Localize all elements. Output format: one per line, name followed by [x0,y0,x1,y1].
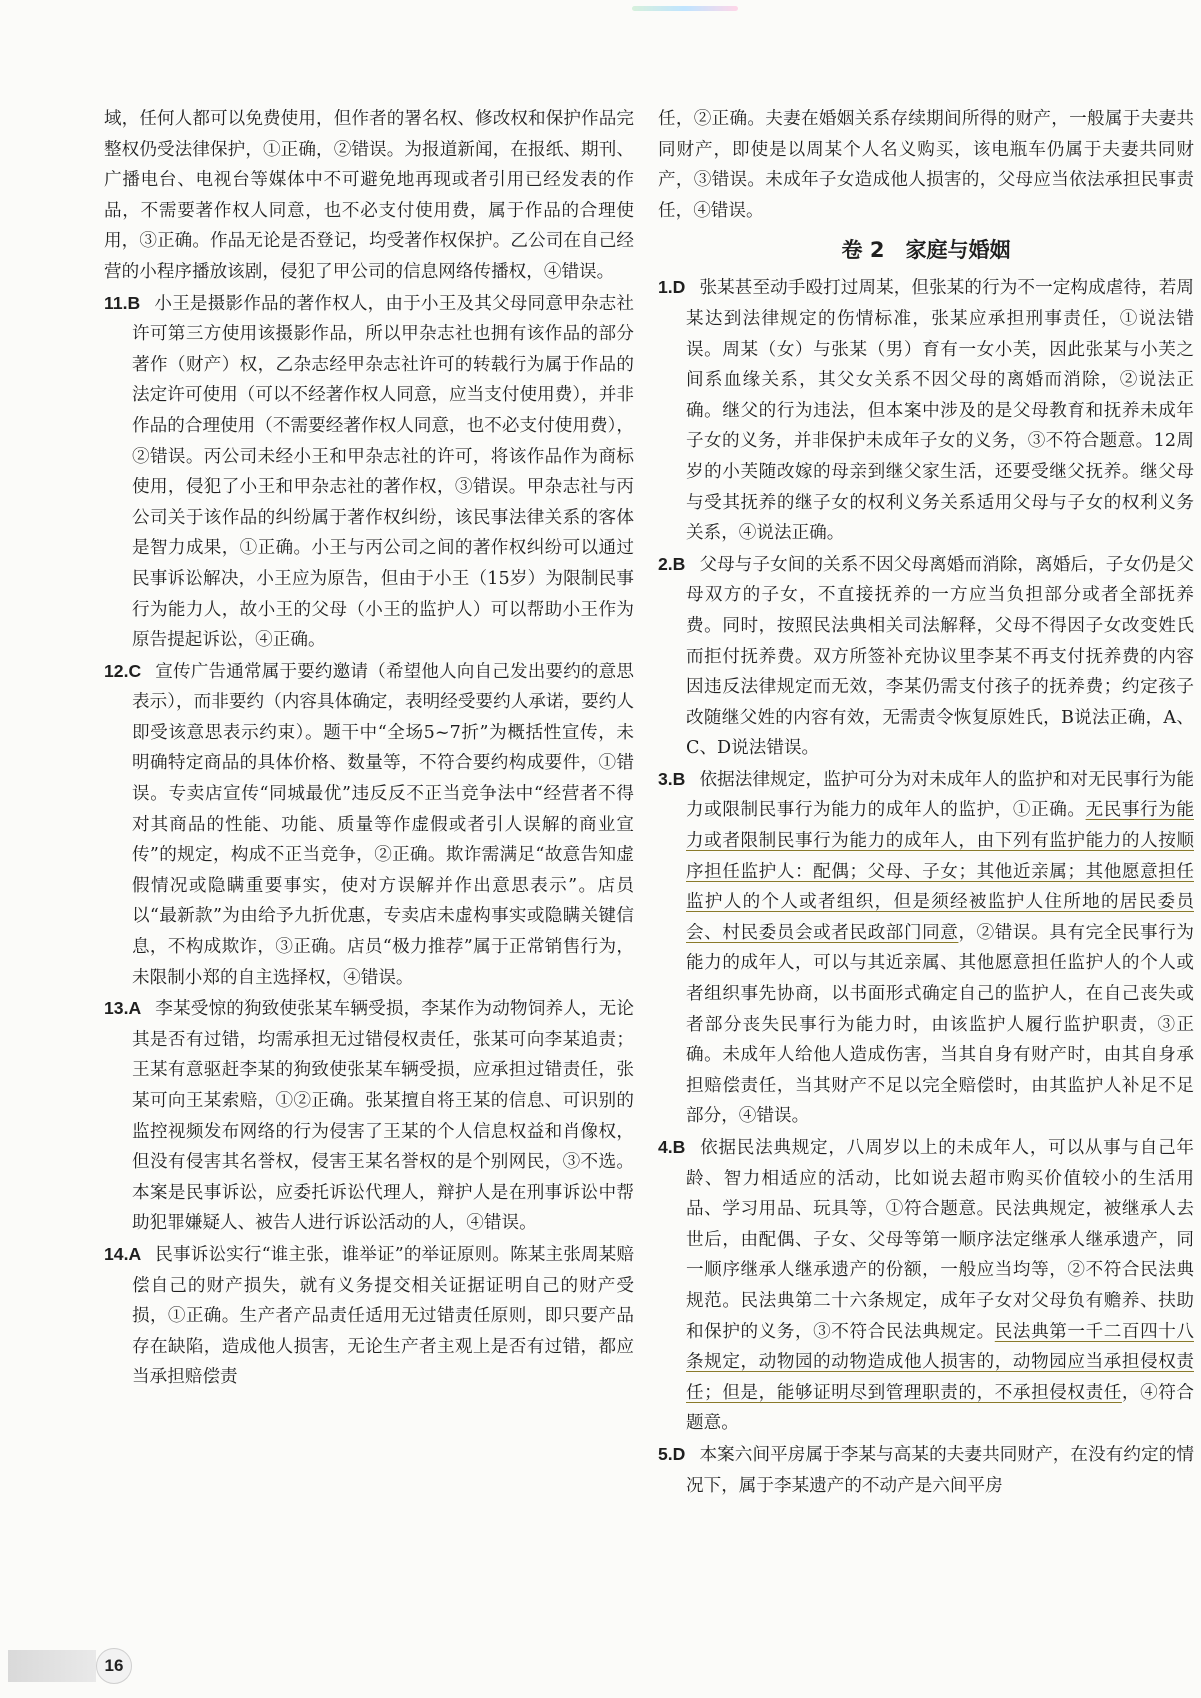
answer-number: 1.D [658,277,686,298]
page-number: 16 [96,1648,132,1684]
top-color-strip [632,6,738,11]
answer-number: 2.B [658,553,686,574]
answer-explanation: 父母与子女间的关系不因父母离婚而消除，离婚后，子女仍是父母双方的子女，不直接抚养的一方应当负担部分或者全部抚养费。同时，按照民法典相关司法解释，父母不得因子女改变姓氏而拒付抚养费。双方所签补充协议里李某不再支付抚养费的内容因违反法律规定而无效，李某仍需支付孩子的抚养费；约定孩子改随继父姓的内容有效，无需责令恢复原姓氏，B说法正确，A、C、D说法错误。 [686,554,1194,759]
answer-number: 14.A [104,1243,142,1264]
footer-gray-bar [8,1650,96,1682]
answer-item-2 [658,549,1194,764]
continuation-paragraph: 任，②正确。夫妻在婚姻关系存续期间所得的财产，一般属于夫妻共同财产，即使是以周某个人名义购买，该电瓶车仍属于夫妻共同财产，③错误。未成年子女造成他人损害的，父母应当依法承担民事责任，④错误。 [658,109,1194,221]
answer-item-14 [104,1239,634,1393]
answer-item-3 [658,764,1194,1132]
answer-item-12 [104,656,634,994]
answer-explanation: 依据法律规定，监护可分为对未成年人的监护和对无民事行为能力或限制民事行为能力的成年人的监护，①正确。 [686,769,1194,821]
answer-number: 5.D [658,1443,686,1464]
answer-item-13 [104,993,634,1239]
answer-explanation: 依据民法典规定，八周岁以上的未成年人，可以从事与自己年龄、智力相适应的活动，比如说去超市购买价值较小的生活用品、学习用品、玩具等，①符合题意。民法典规定，被继承人去世后，由配偶、子女、父母等第一顺序法定继承人继承遗产，同一顺序继承人继承遗产的份额，一般应当均等，②不符合民法典规范。民法典第二十六条规定，成年子女对父母负有赡养、扶助和保护的义务，③不符合民法典规定。 [686,1138,1194,1342]
answer-item-11 [104,288,634,656]
answer-explanation: 李某受惊的狗致使张某车辆受损，李某作为动物饲养人，无论其是否有过错，均需承担无过错侵权责任，张某可向李某追责；王某有意驱赶李某的狗致使张某车辆受损，应承担过错责任，张某可向王某索赔，①②正确。张某擅自将王某的信息、可识别的监控视频发布网络的行为侵害了王某的个人信息权益和肖像权，但没有侵害其名誉权，侵害王某名誉权的是个别网民，③不选。本案是民事诉讼，应委托诉讼代理人，辩护人是在刑事诉讼中帮助犯罪嫌疑人、被告人进行诉讼活动的人，④错误。 [132,999,634,1234]
right-column [658,104,1194,1609]
answer-explanation-continued: ，④符合题意。 [686,1382,1194,1434]
answer-explanation: 张某甚至动手殴打过周某，但张某的行为不一定构成虐待，若周某达到法律规定的伤情标准，张某应承担刑事责任，①说法错误。周某（女）与张某（男）育有一女小芙，因此张某与小芙之间系血缘关系，其父女关系不因父母的离婚而消除，②说法正确。继父的行为违法，但本案中涉及的是父母教育和抚养未成年子女的义务，并非保护未成年子女的义务，③不符合题意。12周岁的小芙随改嫁的母亲到继父家生活，还要受继父抚养。继父母与受其抚养的继子女的权利义务关系适用父母与子女的权利义务关系，④说法正确。 [686,278,1194,544]
answer-number: 4.B [658,1137,686,1157]
answer-number: 12.C [104,660,142,681]
answer-explanation: 宣传广告通常属于要约邀请（希望他人向自己发出要约的意思表示），而非要约（内容具体确定，表明经受要约人承诺，要约人即受该意思表示约束）。题干中“全场5~7折”为概括性宣传，未明确特定商品的具体价格、数量等，不符合要约构成要件，①错误。专卖店宣传“同城最优”违反反不正当竞争法中“经营者不得对其商品的性能、功能、质量等作虚假或者引人误解的商业宣传”的规定，构成不正当竞争，②正确。欺诈需满足“故意告知虚假情况或隐瞒重要事实，使对方误解并作出意思表示”。店员以“最新款”为由给予九折优惠，专卖店未虚构事实或隐瞒关键信息，不构成欺诈，③正确。店员“极力推荐”属于正常销售行为，未限制小郑的自主选择权，④错误。 [132,661,634,988]
answer-explanation: 民事诉讼实行“谁主张，谁举证”的举证原则。陈某主张周某赔偿自己的财产损失，就有义务提交相关证据证明自己的财产受损，①正确。生产者产品责任适用无过错责任原则，即只要产品存在缺陷，造成他人损害，无论生产者主观上是否有过错，都应当承担赔偿责 [132,1244,634,1388]
answer-item-5 [658,1439,1194,1501]
section-title: 卷 2 家庭与婚姻 [841,238,1011,263]
underlined-legal-provision: 无民事行为能力或者限制民事行为能力的成年人，由下列有监护能力的人按顺序担任监护人：配偶；父母、子女；其他近亲属；其他愿意担任监护人的个人或者组织，但是须经被监护人住所地的居民委员会、村民委员会或者民政部门同意 [686,800,1194,943]
underlined-legal-provision: 民法典第一千二百四十八条规定，动物园的动物造成他人损害的，动物园应当承担侵权责任；但是，能够证明尽到管理职责的，不承担侵权责任 [686,1321,1194,1403]
answer-number: 3.B [658,768,686,789]
left-column [104,104,634,1609]
answer-explanation: 小王是摄影作品的著作权人，由于小王及其父母同意甲杂志社许可第三方使用该摄影作品，所以甲杂志社也拥有该作品的部分著作（财产）权，乙杂志经甲杂志社许可的转载行为属于作品的法定许可使用（可以不经著作权人同意，应当支付使用费），并非作品的合理使用（不需要经著作权人同意，也不必支付使用费），②错误。丙公司未经小王和甲杂志社的许可，将该作品作为商标使用，侵犯了小王和甲杂志社的著作权，③错误。甲杂志社与丙公司关于该作品的纠纷属于著作权纠纷，该民事法律关系的客体是智力成果，①正确。小王与丙公司之间的著作权纠纷可以通过民事诉讼解决，小王应为原告，但由于小王（15岁）为限制民事行为能力人，故小王的父母（小王的监护人）可以帮助小王作为原告提起诉讼，④正确。 [132,293,634,651]
answer-explanation: 本案六间平房属于李某与高某的夫妻共同财产，在没有约定的情况下，属于李某遗产的不动产是六间平房 [686,1444,1194,1496]
intro-paragraph: 域，任何人都可以免费使用，但作者的署名权、修改权和保护作品完整权仍受法律保护，①正确，②错误。为报道新闻，在报纸、期刊、广播电台、电视台等媒体中不可避免地再现或者引用已经发表的作品，不需要著作权人同意，也不必支付使用费，属于作品的合理使用，③正确。作品无论是否登记，均受著作权保护。乙公司在自己经营的小程序播放该剧，侵犯了甲公司的信息网络传播权，④错误。 [104,109,634,282]
answer-number: 11.B [104,292,141,313]
answer-item-4 [658,1132,1194,1439]
answer-number: 13.A [104,998,142,1019]
answer-explanation-continued: ，②错误。具有完全民事行为能力的成年人，可以与其近亲属、其他愿意担任监护人的个人或者组织事先协商，以书面形式确定自己的监护人，在自己丧失或者部分丧失民事行为能力时，由该监护人履行监护职责，③正确。未成年人给他人造成伤害，当其自身有财产时，由其自身承担赔偿责任，当其财产不足以完全赔偿时，由其监护人补足不足部分，④错误。 [686,922,1194,1127]
answer-item-1 [658,272,1194,548]
